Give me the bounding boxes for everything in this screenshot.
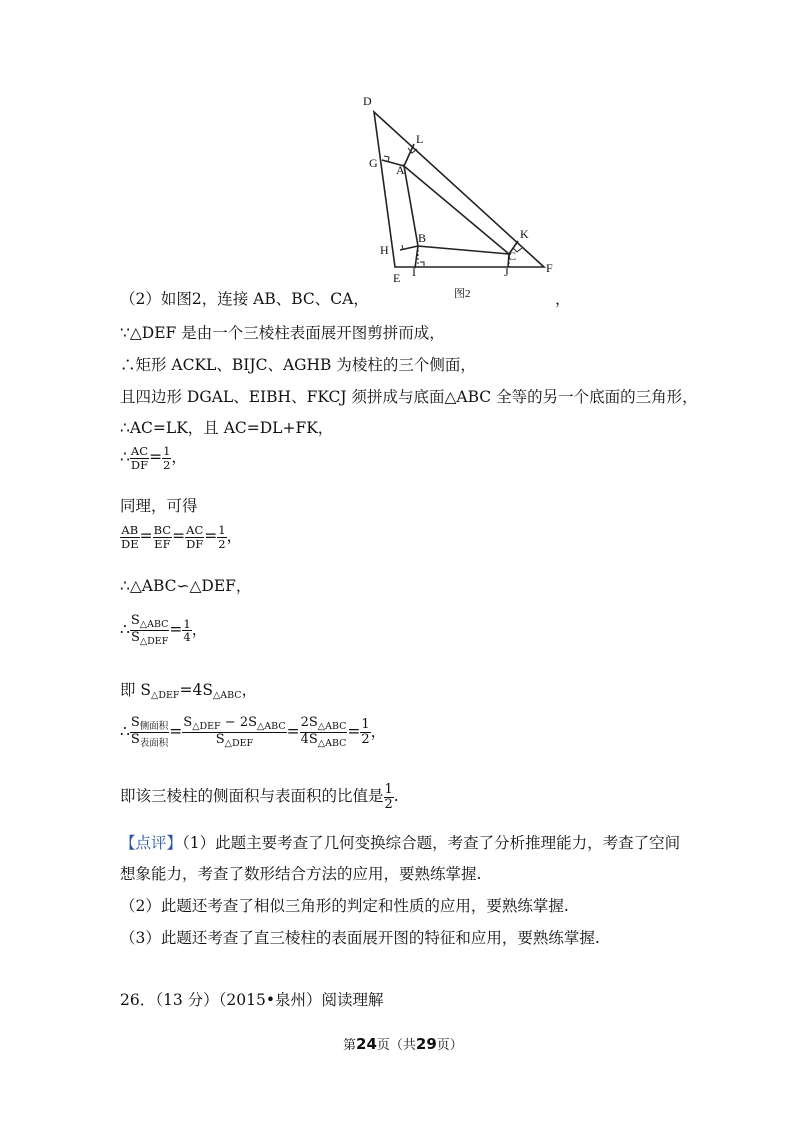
fraction-area: $\frac{S_{\triangle ABC}}{S_{\triangle DEF}}$ (130, 613, 169, 647)
label-f: F (546, 261, 553, 275)
triangle-def (374, 112, 544, 267)
line-conclusion: 即该三棱柱的侧面积与表面积的比值是 $\frac{1}{2}$ . (120, 782, 399, 812)
line-connect (120, 287, 369, 309)
label-i: I (412, 265, 416, 279)
fraction-half-2: $\frac{1}{2}$ (218, 523, 226, 551)
fraction-ac-df-2: $\frac{AC}{DF}$ (186, 523, 204, 551)
fraction-answer: $\frac{1}{2}$ (384, 782, 393, 812)
page-number: 24 (356, 1035, 377, 1053)
fraction-half: $\frac{1}{2}$ (163, 444, 171, 472)
comment-line-1b: 想象能力，考查了数形结合方法的应用，要熟练掌握. (120, 865, 482, 883)
label-j: J (504, 265, 509, 279)
line-area-eq: 即 $S_{\triangle DEF}=4S_{\triangle ABC}$， (120, 681, 258, 701)
label-b: B (418, 231, 427, 245)
fraction-side-surface: $\frac{S_{侧面积}}{S_{表面积}}$ (130, 715, 169, 749)
line-2: ∵△DEF 是由一个三棱柱表面展开图剪拼而成， (120, 324, 445, 342)
label-h: H (380, 243, 389, 257)
line-side-surface-ratio: ∴ $\frac{S_{侧面积}}{S_{表面积}}$ = $\frac{S_{\triangle DEF} - 2S_{\triangle ABC}}{S_{\triangle DEF}}$ = $\frac{2S_{\triangle ABC}}{4S_{\triangle ABC}}$ = $\frac{1}{2}$ ， (120, 715, 387, 749)
fraction-quarter: $\frac{1}{4}$ (183, 616, 191, 644)
fraction-bc-ef: $\frac{BC}{EF}$ (153, 523, 172, 551)
line-4: 且四边形 DGAL、EIBH、FKCJ 须拼成与底面△ABC 全等的另一个底面的三角形， (120, 388, 698, 406)
fraction-2s-4s: $\frac{2S_{\triangle ABC}}{4S_{\triangle ABC}}$ (300, 715, 347, 749)
line-similar: ∴△ABC∽△DEF， (120, 577, 252, 595)
label-c: C (508, 249, 517, 263)
figure-caption: 图2 (454, 288, 471, 300)
line-3: ∴矩形 ACKL、BIJC、AGHB 为棱柱的三个侧面， (120, 356, 476, 374)
page-footer: 第24页（共29页） (343, 1035, 463, 1053)
comment-line-1: 【点评】（1）此题主要考查了几何变换综合题，考查了分析推理能力，考查了空间 (120, 834, 681, 852)
fraction-half-3: $\frac{1}{2}$ (361, 717, 370, 747)
fraction-def-minus: $\frac{S_{\triangle DEF} - 2S_{\triangle ABC}}{S_{\triangle DEF}}$ (183, 715, 286, 749)
label-e: E (393, 271, 401, 285)
line-area-ratio: ∴ $\frac{S_{\triangle ABC}}{S_{\triangle DEF}}$ = $\frac{1}{4}$ ， (120, 613, 208, 647)
comment-line-3: （3）此题还考查了直三棱柱的表面展开图的特征和应用，要熟练掌握. (120, 929, 600, 947)
triangle-diagram (362, 90, 562, 305)
label-g: G (369, 156, 378, 170)
line-connect-text: （2）如图2，连接 AB、BC、CA， (120, 290, 369, 308)
label-l: L (416, 132, 424, 146)
triangle-figure (362, 90, 562, 309)
comment-line-2: （2）此题还考查了相似三角形的判定和性质的应用，要熟练掌握. (120, 897, 569, 915)
comment-tag: 【点评】 (120, 834, 183, 852)
question-26: 26．（13 分）（2015•泉州）阅读理解 (120, 991, 384, 1009)
page-total: 29 (415, 1035, 437, 1053)
label-d: D (363, 94, 372, 108)
fraction-ab-de: $\frac{AB}{DE}$ (121, 523, 139, 551)
line-ratios: $\frac{AB}{DE}$ = $\frac{BC}{EF}$ = $\frac{AC}{DF}$ = $\frac{1}{2}$ ， (121, 523, 243, 551)
line-5: ∴AC=LK，且 AC=DL+FK， (120, 419, 334, 437)
label-k: K (520, 227, 529, 241)
line-similarly: 同理，可得 (120, 497, 198, 515)
line-connect-tail: ， (555, 290, 571, 308)
fraction-ac-df: $\frac{AC}{DF}$ (130, 444, 149, 472)
line-ratio-ac-df: ∴ $\frac{AC}{DF}$ = $\frac{1}{2}$ ， (120, 444, 187, 472)
label-a: A (396, 163, 405, 177)
